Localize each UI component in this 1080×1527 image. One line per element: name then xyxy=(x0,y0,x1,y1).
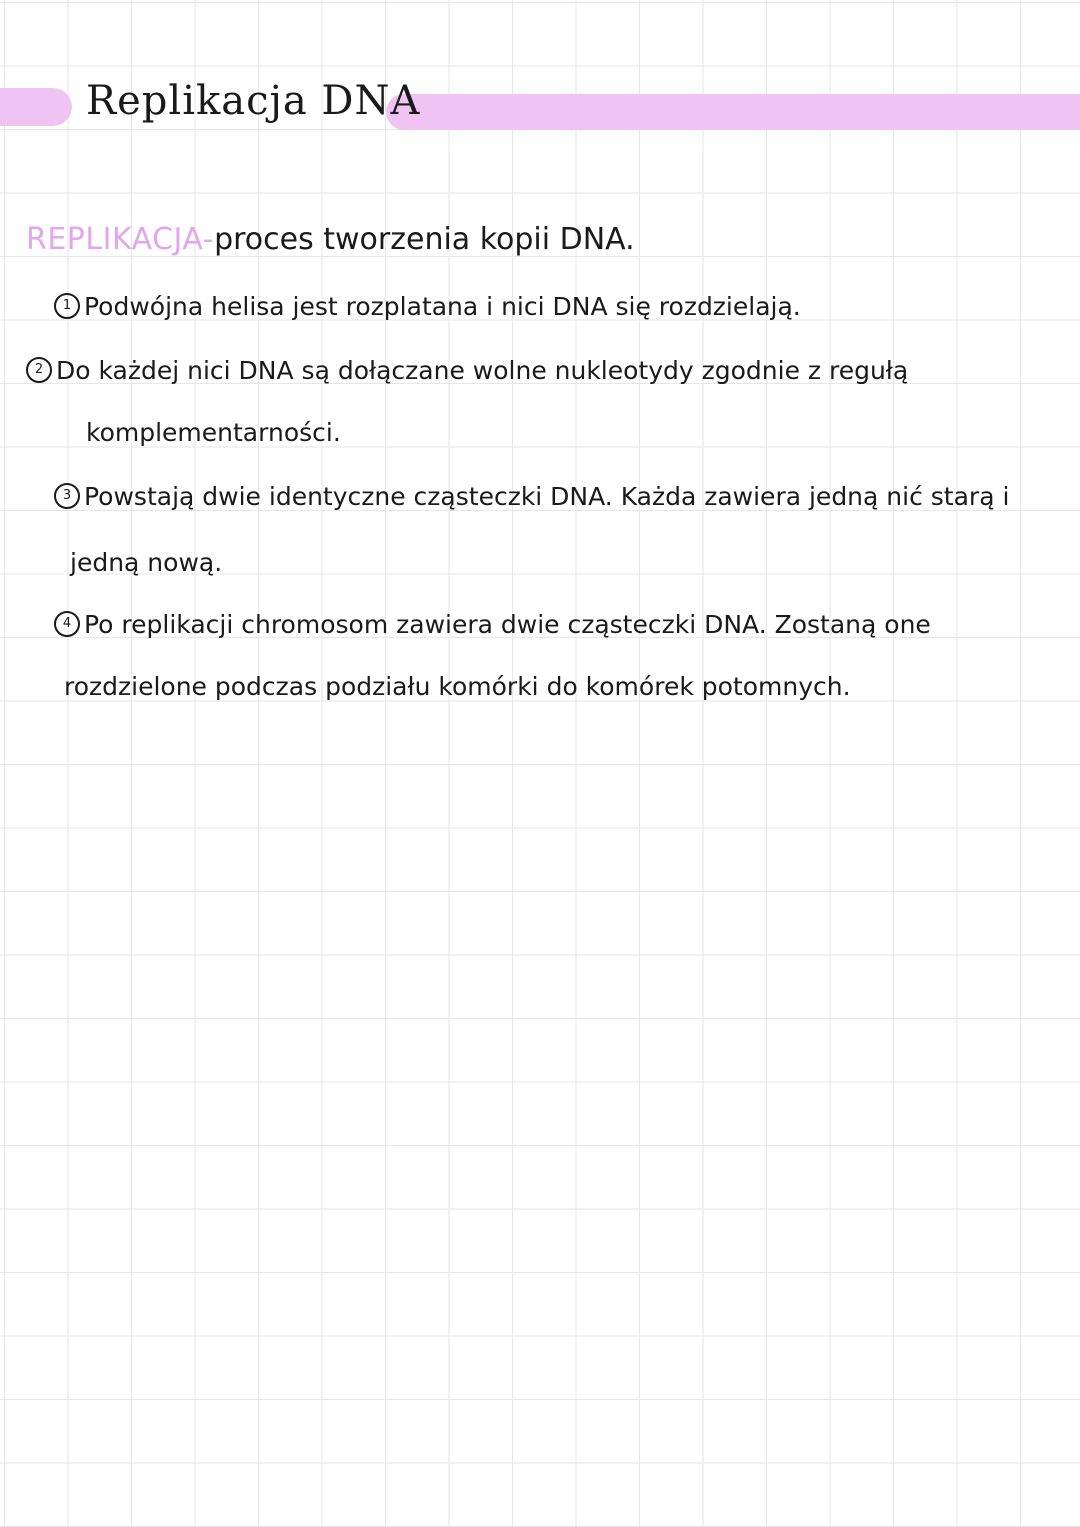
title-highlight-left xyxy=(0,88,72,126)
step-2 xyxy=(26,340,908,402)
step-2-line-1: Do każdej nici DNA są dołączane wolne nukleotydy zgodnie z regułą xyxy=(56,356,909,385)
page-title: Replikacja DNA xyxy=(86,78,421,124)
step-number-1: 1 xyxy=(54,293,80,319)
step-4-line-1: Po replikacji chromosom zawiera dwie cząsteczki DNA. Zostaną one xyxy=(84,610,931,639)
step-1-line-1: Podwójna helisa jest rozplatana i nici DNA się rozdzielają. xyxy=(84,292,801,321)
step-2-line-2: komplementarności. xyxy=(86,418,341,447)
step-3-line-1: Powstają dwie identyczne cząsteczki DNA. Każda zawiera jedną nić starą i xyxy=(84,482,1010,511)
step-1 xyxy=(54,276,801,338)
definition xyxy=(26,222,635,257)
step-3-line-2: jedną nową. xyxy=(70,548,223,577)
step-number-2: 2 xyxy=(26,357,52,383)
step-number-4: 4 xyxy=(54,611,80,637)
definition-text: proces tworzenia kopii DNA. xyxy=(214,222,635,257)
definition-separator: - xyxy=(202,222,215,257)
title-highlight-right xyxy=(386,94,1080,130)
definition-term: REPLIKACJA xyxy=(26,222,203,257)
step-3 xyxy=(54,466,1009,528)
step-number-3: 3 xyxy=(54,483,80,509)
step-4 xyxy=(54,594,931,656)
step-4-line-2: rozdzielone podczas podziału komórki do komórek potomnych. xyxy=(64,672,851,701)
